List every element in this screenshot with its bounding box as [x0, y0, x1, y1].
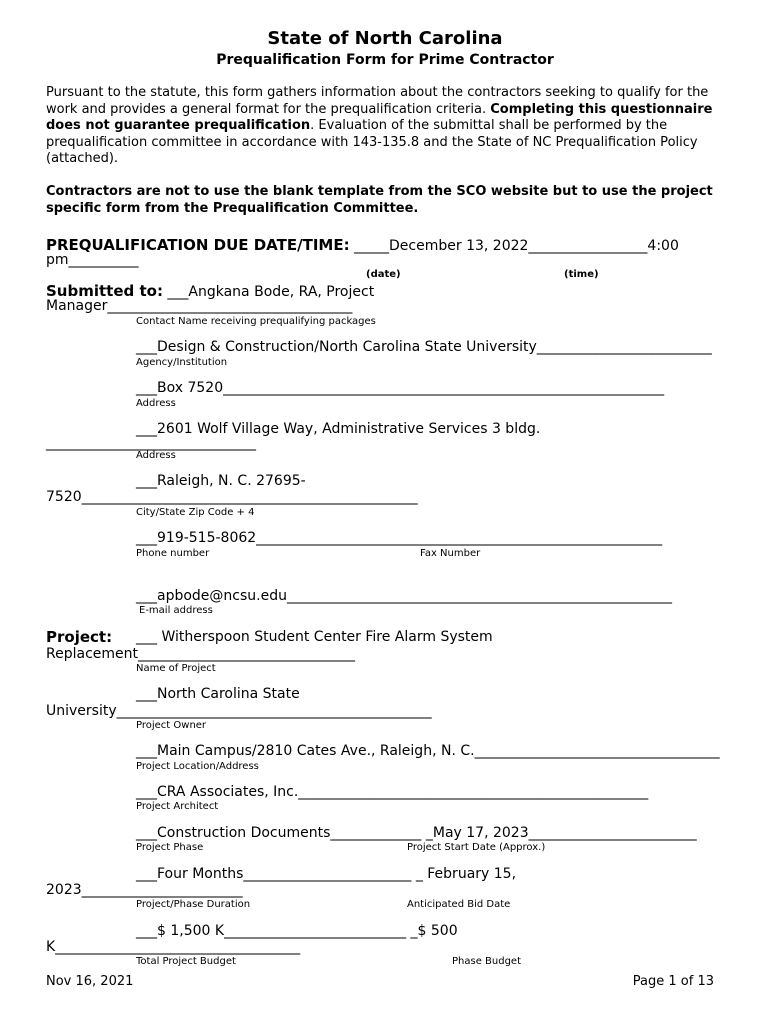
due-date-label: PREQUALIFICATION DUE DATE/TIME:	[46, 236, 350, 254]
contact-caption: Contact Name receiving prequalifying packages	[136, 316, 376, 327]
city-value-cont: 7520________________________________________________	[46, 489, 418, 505]
owner-value-cont: University_____________________________________________	[46, 703, 432, 719]
project-name-value-cont: Replacement_______________________________	[46, 646, 355, 662]
project-label: Project:	[46, 628, 113, 646]
address1-caption: Address	[136, 398, 176, 409]
email-value: ___apbode@ncsu.edu_______________________________________________________	[136, 588, 672, 604]
form-title: State of North Carolina	[267, 28, 503, 49]
location-caption: Project Location/Address	[136, 761, 259, 772]
duration-caption: Project/Phase Duration	[136, 899, 251, 910]
intro-text-bold: Completing this questionnaire does not guarantee prequalification	[46, 101, 713, 133]
intro-paragraph	[46, 85, 736, 168]
location-value: ___Main Campus/2810 Cates Ave., Raleigh, N. C.___________________________________	[136, 743, 720, 759]
duration-value-cont: 2023_______________________	[46, 882, 243, 898]
template-warning: Contractors are not to use the blank template from the SCO website but to use the project specific form from the Prequalification Committee.	[46, 184, 713, 216]
budget-caption: Total Project Budget	[136, 956, 236, 967]
contact-name-value: ___Angkana Bode, RA, Project	[162, 284, 375, 300]
date-caption: (date)	[366, 269, 401, 280]
intro-text-a: Pursuant to the statute, this form gathers information about the contractors seeking to qualify for the work and provides a general format for the prequalification criteria.	[46, 85, 709, 117]
phone-value: ___919-515-8062__________________________________________________________	[136, 530, 663, 546]
owner-value: ___North Carolina State	[136, 686, 300, 702]
fax-caption: Fax Number	[420, 548, 481, 559]
city-value: ___Raleigh, N. C. 27695-	[136, 473, 306, 489]
project-name-caption: Name of Project	[136, 663, 216, 674]
phase-budget-caption: Phase Budget	[452, 956, 522, 967]
bid-date-caption: Anticipated Bid Date	[407, 899, 511, 910]
owner-caption: Project Owner	[136, 720, 207, 731]
address1-value: ___Box 7520_______________________________________________________________	[136, 380, 665, 396]
address2-value-cont: ______________________________	[46, 435, 256, 451]
address2-value: ___2601 Wolf Village Way, Administrative Services 3 bldg.	[136, 421, 541, 437]
phase-caption: Project Phase	[136, 842, 204, 853]
start-date-caption: Project Start Date (Approx.)	[407, 842, 546, 853]
due-date-line	[46, 235, 679, 254]
agency-caption: Agency/Institution	[136, 357, 228, 368]
duration-value: ___Four Months________________________ _ February 15,	[136, 866, 517, 882]
time-caption: (time)	[564, 269, 599, 280]
phase-value: ___Construction Documents_____________ _May 17, 2023________________________	[136, 825, 697, 841]
email-caption: E-mail address	[139, 605, 213, 616]
due-time-value: pm__________	[46, 252, 139, 268]
footer-date: Nov 16, 2021	[46, 974, 134, 989]
due-date-value: _____December 13, 2022_________________4:00	[349, 238, 679, 254]
address2-caption: Address	[136, 450, 176, 461]
agency-value: ___Design & Construction/North Carolina State University_________________________	[136, 339, 712, 355]
intro-text-c: . Evaluation of the submittal shall be performed by the prequalification committee in accordance with 143-135.8 and the State of NC Prequalification Policy (attached).	[46, 118, 698, 166]
city-caption: City/State Zip Code + 4	[136, 507, 255, 518]
submitted-to-label: Submitted to:	[46, 282, 163, 300]
phone-caption: Phone number	[136, 548, 210, 559]
contact-name-value-cont: Manager___________________________________	[46, 298, 353, 314]
form-subtitle: Prequalification Form for Prime Contractor	[216, 52, 554, 68]
project-name-value: ___ Witherspoon Student Center Fire Alarm System	[136, 629, 493, 645]
architect-value: ___CRA Associates, Inc.__________________________________________________	[136, 784, 649, 800]
budget-value: ___$ 1,500 K__________________________ _$ 500	[136, 923, 458, 939]
architect-caption: Project Architect	[136, 801, 219, 812]
budget-value-cont: K___________________________________	[46, 939, 301, 955]
page-number: Page 1 of 13	[632, 974, 714, 989]
